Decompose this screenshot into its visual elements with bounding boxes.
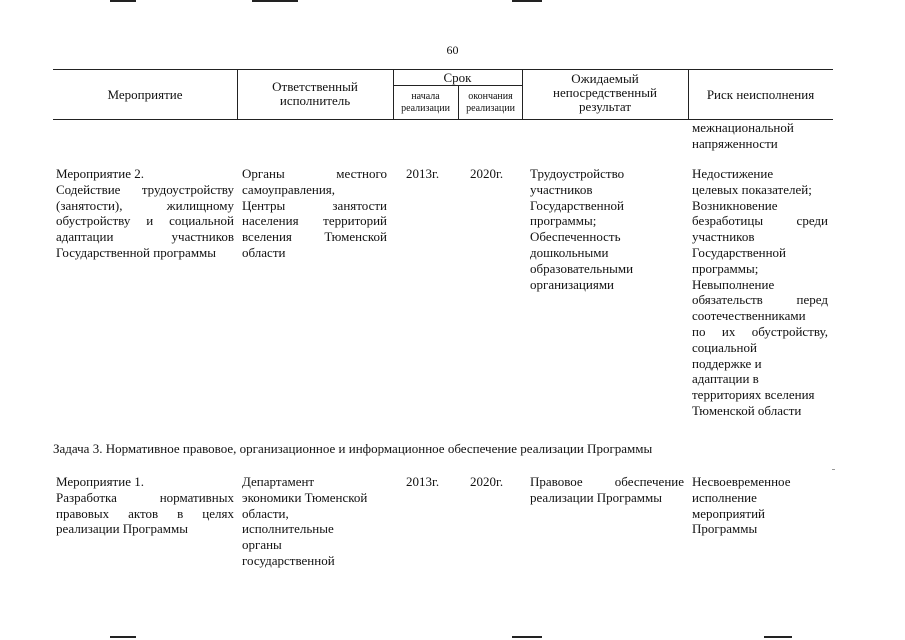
text-line: реализации Программы (530, 489, 662, 505)
text-line: целевых показателей; (692, 181, 812, 197)
text-line: исполнительные (242, 521, 334, 537)
text-line: Государственной (530, 197, 625, 213)
text-line: самоуправления, (242, 181, 336, 197)
scan-edge-mark (512, 636, 542, 638)
row3-start: 2013г. (406, 474, 440, 489)
header-result: Ожидаемый непосредственный результат (553, 71, 657, 114)
text-line: организациями (530, 276, 614, 292)
scan-edge-mark (512, 0, 542, 2)
header-term: Срок (443, 70, 472, 85)
text-line: обязательств перед (692, 292, 828, 308)
row2-end: 2020г. (470, 166, 504, 181)
column-divider (522, 69, 523, 120)
text-line: (занятости), жилищному (56, 197, 234, 213)
scan-edge-mark (252, 0, 298, 2)
term-subheader-border (393, 85, 522, 86)
text-line: Мероприятие 2. (56, 166, 144, 181)
header-activity: Мероприятие (107, 87, 183, 102)
scan-tick-mark (832, 469, 835, 470)
scan-edge-mark (764, 636, 792, 638)
text-line: соотечественниками (692, 308, 806, 324)
task-3-title: Задача 3. Нормативное правовое, организационное и информационное обеспечение реализации Программы (53, 441, 653, 456)
text-line: Обеспеченность (530, 229, 621, 245)
text-line: Трудоустройство (530, 166, 625, 181)
text-line: Органы местного (242, 166, 387, 181)
risk-continuation (692, 120, 794, 152)
text-line: Департамент (242, 474, 315, 489)
scan-edge-mark (110, 636, 136, 638)
text-line: участников (692, 229, 755, 245)
text-line: участников (530, 181, 593, 197)
text-line: Программы (692, 521, 758, 537)
text-line: Недостижение (692, 166, 774, 181)
header-end: окончания реализации (466, 91, 515, 114)
text-line: органы (242, 537, 282, 553)
table-top-border (53, 69, 833, 70)
text-line: напряженности (692, 135, 778, 151)
text-line: Центры занятости (242, 197, 387, 213)
text-line: по их обустройству, (692, 323, 828, 339)
text-line: области (242, 244, 286, 260)
text-line: экономики Тюменской (242, 489, 368, 505)
text-line: адаптации в (692, 371, 759, 387)
text-line: территориях вселения (692, 387, 815, 403)
text-line: государственной (242, 552, 335, 568)
header-start: начала реализации (401, 91, 450, 114)
text-line: Мероприятие 1. (56, 474, 144, 489)
text-line: Несвоевременное (692, 474, 791, 489)
column-divider (237, 69, 238, 120)
text-line: мероприятий (692, 505, 765, 521)
text-line: реализации Программы (56, 521, 188, 537)
header-risk: Риск неисполнения (706, 87, 815, 102)
text-line: Правовое обеспечение (530, 474, 684, 489)
text-line: Государственной (692, 244, 787, 260)
row3-result (530, 474, 684, 506)
text-line: исполнение (692, 489, 757, 505)
text-line: адаптации участников (56, 229, 234, 245)
row2-start: 2013г. (406, 166, 440, 181)
text-line: Государственной программы (56, 244, 217, 260)
text-line: области, (242, 505, 289, 521)
text-line: дошкольными (530, 244, 609, 260)
row3-executor (242, 474, 387, 569)
text-line: Возникновение (692, 197, 778, 213)
text-line: образовательными (530, 260, 634, 276)
text-line: программы; (530, 213, 597, 229)
text-line: безработицы среди (692, 213, 828, 229)
text-line: Содействие трудоустройству (56, 181, 234, 197)
row2-risk (692, 166, 828, 419)
row2-result (530, 166, 633, 292)
text-line: межнациональной (692, 120, 794, 135)
row3-end: 2020г. (470, 474, 504, 489)
text-line: Тюменской области (692, 402, 802, 418)
text-line: обустройству и социальной (56, 213, 234, 229)
row3-activity (56, 474, 234, 537)
row2-executor (242, 166, 387, 261)
text-line: правовых актов в целях (56, 505, 234, 521)
text-line: Невыполнение (692, 276, 775, 292)
text-line: социальной (692, 339, 757, 355)
text-line: программы; (692, 260, 759, 276)
header-executor: Ответственный исполнитель (272, 79, 358, 108)
text-line: вселения Тюменской (242, 229, 387, 245)
page-number: 60 (446, 43, 459, 57)
scan-edge-mark (110, 0, 136, 2)
text-line: населения территорий (242, 213, 387, 229)
text-line: Разработка нормативных (56, 489, 234, 505)
text-line: поддержке и (692, 355, 762, 371)
row2-activity (56, 166, 234, 261)
row3-risk (692, 474, 790, 537)
